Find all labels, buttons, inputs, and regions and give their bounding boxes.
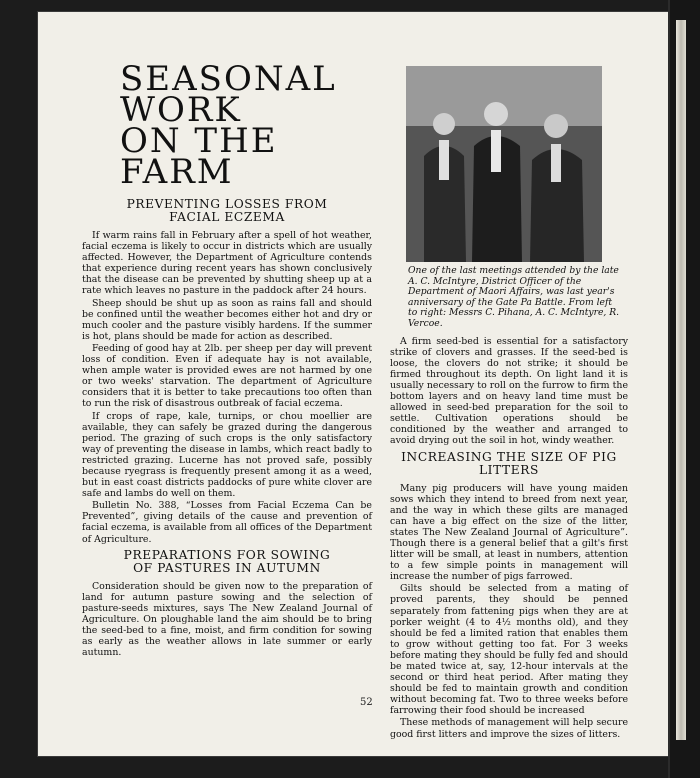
- title-line: FARM: [120, 152, 234, 192]
- page-number: 52: [360, 697, 373, 708]
- paragraph: If crops of rape, kale, turnips, or chou moellier are available, they can safely be grazed during the dangerous period. The grazing of such crops is the only satisfactory way of preventing the disease in lambs, which react badly to restricted grazing. Lucerne has not proved safe, possibly because ryegrass is frequently present among it as a weed, but in east coast districts paddocks of pure white clover are safe and lambs do well on them.: [82, 410, 372, 500]
- paragraph: Consideration should be given now to the preparation of land for autumn pasture sowing and the selection of pasture-seeds mixtures, says The New Zealand Journal of Agriculture. On ploughable land the aim should be to bring the seed-bed to a fine, moist, and firm condition for sowing as early as the weather allows in late summer or early autumn.: [82, 580, 372, 659]
- photo-caption: One of the last meetings attended by the late A. C. McIntyre, District Officer of the Department of Maori Affairs, was last year's anniversary of the Gate Pa Battle. From left to right: Messrs C. Pihana, A. C. McIntyre, R. Vercoe.: [408, 265, 620, 329]
- paragraph: Feeding of good hay at 2lb. per sheep per day will prevent loss of condition. Even if adequate hay is not available, when ample water is provided ewes are not harmed by one or two weeks' starvation. The department of Agriculture considers that it is better to take precautions too often than to run the risk of disastrous outbreak of facial eczema.: [82, 342, 372, 410]
- book-spine: [668, 0, 700, 778]
- paragraph: Gilts should be selected from a mating of proved parents, they should be penned separately from fattening pigs when they are at porker weight (4 to 4½ months old), and they should be fed a limited ration that enables them to grow without getting too fat. For 3 weeks before mating they should be fully fed and should be mated twice at, say, 12-hour intervals at the second or third heat period. After mating they should be fed to maintain growth and condition without becoming fat. Two to three weeks before farrowing their food should be increased: [390, 583, 628, 717]
- title-line: SEASONAL: [120, 59, 337, 99]
- left-column: [82, 59, 372, 659]
- meeting-photo: [406, 66, 602, 262]
- heading-pig-litters: INCREASING THE SIZE OF PIG LITTERS: [401, 449, 617, 477]
- paragraph: Many pig producers will have young maiden sows which they intend to breed from next year, and the way in which these gilts are managed can have a big effect on the size of the litter, states The New Zealand Journal of Agriculture”. Though there is a general belief that a gilt's first litter will be small, at least in numbers, attention to a few simple points in management will increase the number of pigs farrowed.: [390, 482, 628, 583]
- paragraph: These methods of management will help secure good first litters and improve the sizes of litters.: [390, 717, 628, 740]
- paragraph: If warm rains fall in February after a spell of hot weather, facial eczema is likely to occur in districts which are usually affected. However, the Department of Agriculture contends that experience during recent years has shown conclusively that the disease can be prevented by shutting sheep up at a rate which leaves no pasture in the paddock after 24 hours.: [82, 230, 372, 297]
- right-column: [390, 66, 628, 741]
- photo-figures: [406, 66, 602, 262]
- paragraph: A firm seed-bed is essential for a satisfactory strike of clovers and grasses. If the seed-bed is loose, the clovers do not strike; it should be firmed throughout its depth. On light land it is usually necessary to roll on the furrow to firm the bottom layers and on heavy land time must be allowed in seed-bed preparation for the soil to settle. Cultivation operations should be conditioned by the weather and arranged to avoid drying out the soil in hot, windy weather.: [390, 335, 628, 447]
- paragraph: Sheep should be shut up as soon as rains fall and should be confined until the weather becomes either hot and dry or much cooler and the pasture visibly hardens. If the summer is hot, plans should be made for action as described.: [82, 297, 372, 342]
- heading-sowing-pastures: PREPARATIONS FOR SOWING OF PASTURES IN AUTUMN: [123, 547, 331, 575]
- page-title: [120, 59, 372, 192]
- title-line: WORK: [120, 90, 242, 130]
- paragraph: Bulletin No. 388, “Losses from Facial Eczema Can be Prevented”, giving details of the cause and prevention of facial eczema, is available from all offices of the Department of Agriculture.: [82, 500, 372, 545]
- page-edges: [676, 20, 686, 740]
- heading-facial-eczema: PREVENTING LOSSES FROM FACIAL ECZEMA: [126, 197, 328, 224]
- title-line: ON THE: [120, 121, 278, 161]
